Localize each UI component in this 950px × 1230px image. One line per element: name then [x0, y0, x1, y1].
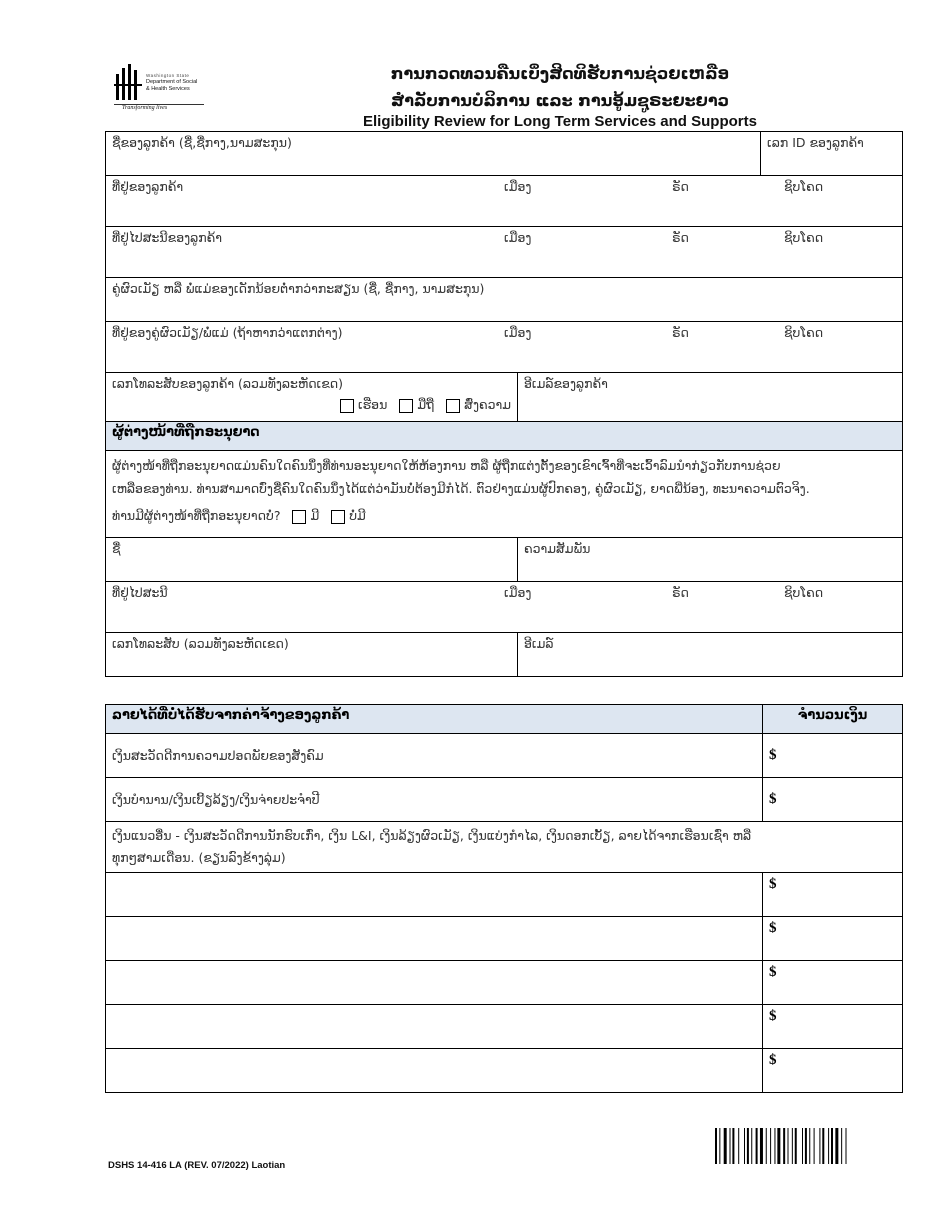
- other-income-line[interactable]: [106, 961, 763, 1005]
- other-income-line[interactable]: [106, 873, 763, 917]
- other-income-description: ເງິນແນວອື່ນ - ເງິນສະວັດດີການນັກຮົບເກົ່າ, ເງິນ L&I, ເງິນລ້ຽງຜົວເມັຽ, ເງິນແບ່ງກຳໄລ, ເງິນດອກເບັ້ຽ, ລາຍໄດ້ຈາກເຮືອນເຊົ່າ ຫລື ທຸກໆສາມເດືອນ. (ຂຽນລົງຂ້າງລຸ່ມ): [106, 822, 903, 873]
- representative-yes-checkbox[interactable]: [292, 510, 306, 524]
- other-income-amount[interactable]: $: [763, 917, 903, 961]
- representative-phone-field[interactable]: ເລກໂທລະສັບ (ລວມທັງລະຫັດເຂດ): [106, 633, 518, 677]
- barcode-bar: [795, 1128, 797, 1164]
- dshs-logo-mark: [114, 64, 142, 102]
- barcode-bar: [774, 1128, 775, 1164]
- pension-amount[interactable]: $: [763, 778, 903, 822]
- barcode-bar: [760, 1128, 763, 1164]
- barcode-bar: [747, 1128, 749, 1164]
- other-income-amount[interactable]: $: [763, 873, 903, 917]
- barcode-bar: [732, 1128, 734, 1164]
- barcode: [715, 1128, 885, 1164]
- barcode-bar: [756, 1128, 758, 1164]
- barcode-bar: [841, 1128, 842, 1164]
- representative-mailing-field[interactable]: ທີ່ຢູ່ໄປສະນີ ເມືອງ ຣັດ ຊິບໂຄດ: [106, 582, 903, 633]
- barcode-bar: [770, 1128, 771, 1164]
- phone-message-checkbox[interactable]: [446, 399, 460, 413]
- barcode-bar: [766, 1128, 767, 1164]
- barcode-bar: [719, 1128, 720, 1164]
- title-lao-line1: ການກວດທວນຄືນເບິ່ງສິດທິຮັບການຊ່ວຍເຫລືອ: [390, 64, 730, 83]
- other-income-amount[interactable]: $: [763, 961, 903, 1005]
- client-name-field[interactable]: ຊື່ຂອງລູກຄ້າ (ຊື່,ຊື່ກາງ,ນາມສະກຸນ): [106, 132, 761, 176]
- barcode-bar: [738, 1128, 739, 1164]
- barcode-bar: [814, 1128, 815, 1164]
- barcode-bar: [715, 1128, 717, 1164]
- barcode-bar: [809, 1128, 810, 1164]
- barcode-bar: [831, 1128, 833, 1164]
- title-lao-line2: ສຳລັບການບໍລິການ ແລະ ການອູ້ມຊູຣະຍະຍາວ: [390, 91, 729, 110]
- logo-state: Washington State: [146, 73, 190, 78]
- phone-mobile-checkbox[interactable]: [399, 399, 413, 413]
- income-table: [105, 704, 903, 1093]
- logo-agency-line2: & Health Services: [146, 86, 190, 92]
- dshs-logo: [114, 64, 214, 116]
- barcode-bar: [751, 1128, 752, 1164]
- barcode-bar: [724, 1128, 727, 1164]
- barcode-bar: [819, 1128, 820, 1164]
- other-income-line[interactable]: [106, 1005, 763, 1049]
- representative-name-field[interactable]: ຊື່: [106, 538, 518, 582]
- phone-home-checkbox[interactable]: [340, 399, 354, 413]
- representative-description: ຜູ້ຕ່າງໜ້າທີ່ຖືກອະນຸຍາດແມ່ນຄົນໃດຄົນນຶ່ງທີ່ທ່ານອະນຸຍາດໃຫ້ຫ້ອງການ ຫລື ຜູ້ຖືກແຕ່ງຕັ້ງຂອງເຂົາເຈົ້າທີ່ຈະເວົ້າລົມນຳກ່ຽວກັບການຊ່ວຍ ເຫລືອຂອງທ່ານ. ທ່ານສາມາດບົ່ງຊື່ຄົນໃດຄົນນຶ່ງໄດ້ແຕ່ວ່າມັນບໍ່ຕ້ອງມີກໍໄດ້. ຕົວຢ່າງແມ່ນຜູ້ປົກຄອງ, ຄູ່ຜົວເມັຽ, ຍາດພີ່ນ້ອງ, ທະນາຄວາມຕົວຈິງ. ທ່ານມີຜູ້ຕ່າງໜ້າທີ່ຖືກອະນຸຍາດບໍ່? ມີ ບໍ່ມີ: [106, 451, 903, 538]
- client-mailing-address-field[interactable]: ທີ່ຢູ່ໄປສະນີຂອງລູກຄ້າ ເມືອງ ຣັດ ຊິບໂຄດ: [106, 227, 903, 278]
- barcode-bar: [788, 1128, 789, 1164]
- barcode-bar: [744, 1128, 745, 1164]
- income-section-header: ລາຍໄດ້ທີ່ບໍ່ໄດ້ຮັບຈາກຄ່າຈ້າງຂອງລູກຄ້າ: [106, 705, 763, 734]
- barcode-bar: [846, 1128, 847, 1164]
- pension-label: ເງິນບຳນານ/ເງິນເບີ້ຽລ້ຽງ/ເງິນຈ່າຍປະຈຳປີ: [106, 778, 763, 822]
- barcode-bar: [835, 1128, 838, 1164]
- representative-no-checkbox[interactable]: [331, 510, 345, 524]
- barcode-bar: [730, 1128, 731, 1164]
- barcode-bar: [822, 1128, 824, 1164]
- barcode-bar: [828, 1128, 829, 1164]
- barcode-bar: [805, 1128, 807, 1164]
- client-id-field[interactable]: ເລກ ID ຂອງລູກຄ້າ: [761, 132, 903, 176]
- eligibility-form: [105, 131, 903, 677]
- barcode-bar: [777, 1128, 780, 1164]
- client-address-field[interactable]: ທີ່ຢູ່ຂອງລູກຄ້າ ເມືອງ ຣັດ ຊິບໂຄດ: [106, 176, 903, 227]
- other-income-amount[interactable]: $: [763, 1049, 903, 1093]
- other-income-line[interactable]: [106, 1049, 763, 1093]
- logo-agency-line1: Department of Social: [146, 79, 198, 85]
- barcode-bar: [792, 1128, 793, 1164]
- title-english: Eligibility Review for Long Term Services and Supports: [363, 113, 757, 130]
- barcode-bar: [802, 1128, 803, 1164]
- social-security-amount[interactable]: $: [763, 734, 903, 778]
- other-income-line[interactable]: [106, 917, 763, 961]
- representative-relationship-field[interactable]: ຄວາມສັມພັນ: [518, 538, 903, 582]
- client-phone-field[interactable]: ເລກໂທລະສັບຂອງລູກຄ້າ (ລວມທັງລະຫັດເຂດ) ເຮືອນ ມືຖື ສົ່ງຄວາມ: [106, 373, 518, 422]
- logo-tagline: Transforming lives: [122, 105, 168, 111]
- other-income-amount[interactable]: $: [763, 1005, 903, 1049]
- spouse-name-field[interactable]: ຄູ່ຜົວເມັຽ ຫລື ພໍ່ແມ່ຂອງເດັກນ້ອຍຕໍ່າກວ່າກະສຽນ (ຊື່, ຊື່ກາງ, ນາມສະກຸນ): [106, 278, 903, 322]
- representative-email-field[interactable]: ອີເມລ໌: [518, 633, 903, 677]
- barcode-bar: [783, 1128, 785, 1164]
- representative-section-header: ຜູ້ຕ່າງໜ້າທີ່ຖືກອະນຸຍາດ: [106, 422, 903, 451]
- spouse-address-field[interactable]: ທີ່ຢູ່ຂອງຄູ່ຜົວເມັຽ/ພໍ່ແມ່ (ຖ້າຫາກວ່າແຕກຕ່າງ) ເມືອງ ຣັດ ຊິບໂຄດ: [106, 322, 903, 373]
- client-email-field[interactable]: ອີເມລ໌ຂອງລູກຄ້າ: [518, 373, 903, 422]
- amount-header: ຈຳນວນເງິນ: [763, 705, 903, 734]
- form-code: DSHS 14-416 LA (REV. 07/2022) Laotian: [108, 1160, 286, 1171]
- social-security-label: ເງິນສະວັດດີການຄວາມປອດພັຍຂອງສັງຄົມ: [106, 734, 763, 778]
